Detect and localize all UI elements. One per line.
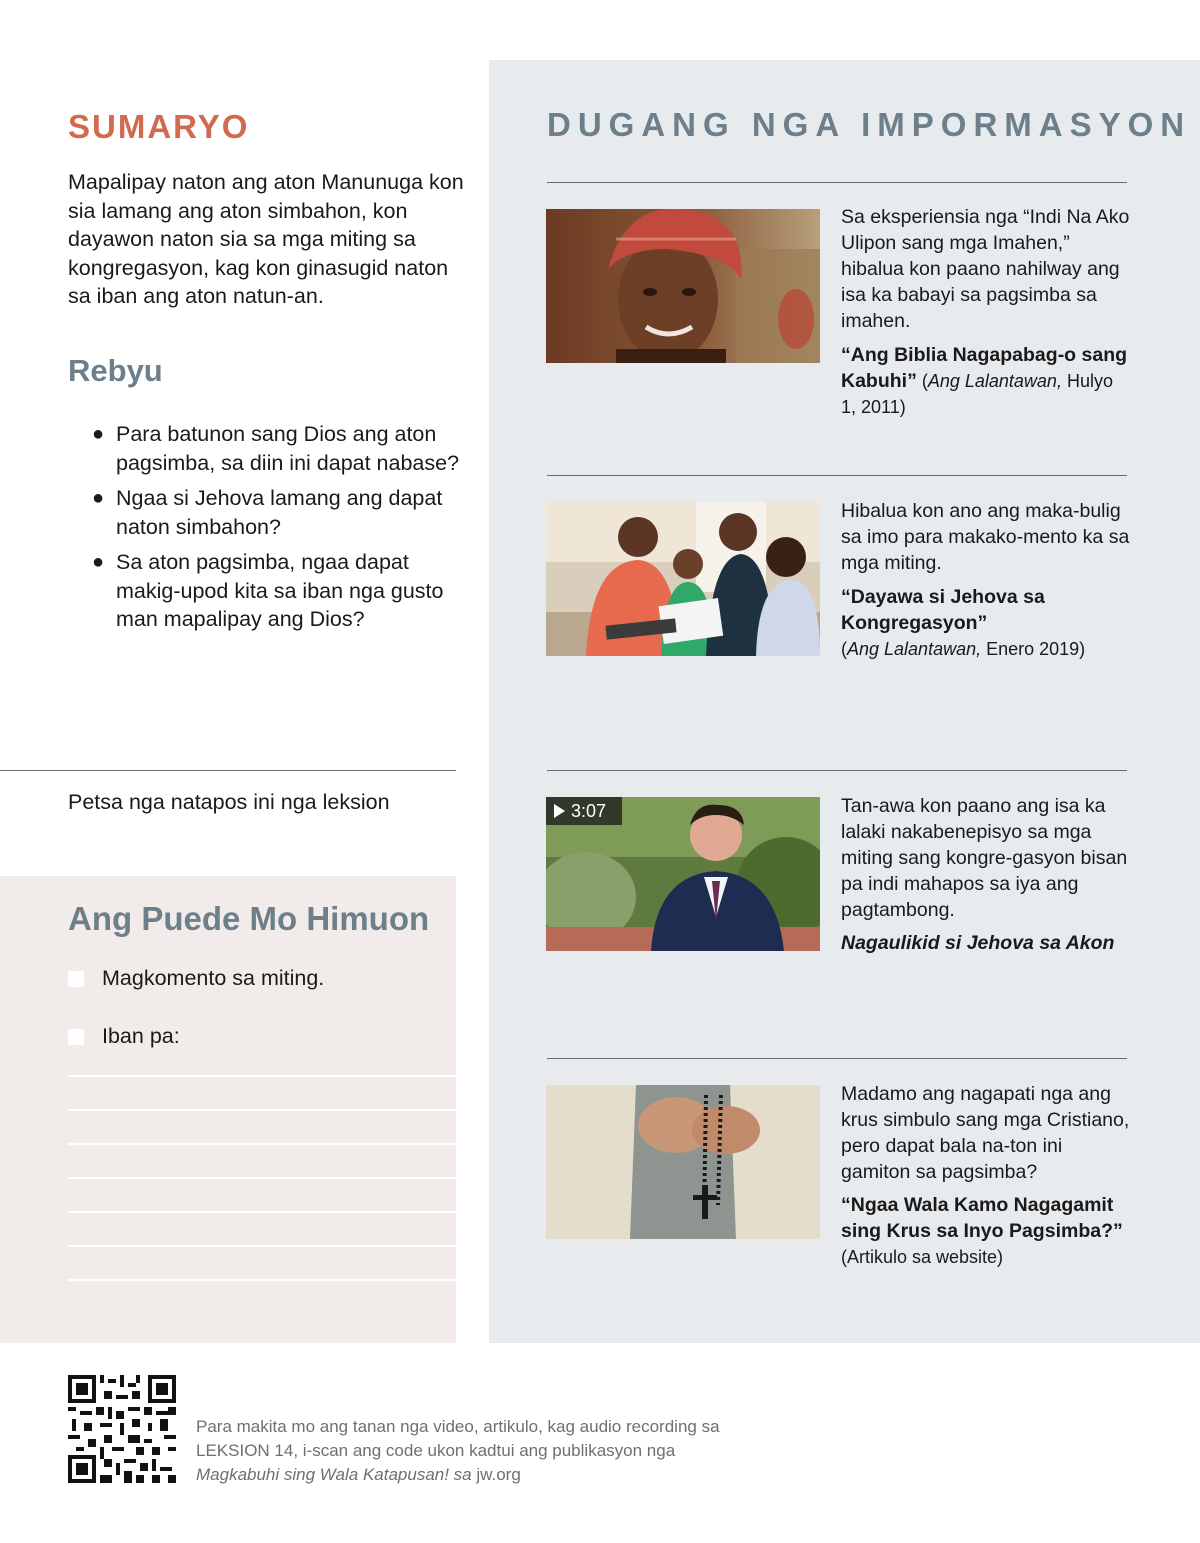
review-title: Rebyu [68,353,163,388]
divider [547,475,1127,476]
item-description: Madamo ang nagapati nga ang krus simbulo sang mga Cristiano, pero dapat bala na-ton ini gamiton sa pagsimba? [841,1083,1130,1183]
more-info-title: DUGANG NGA IMPORMASYON [547,106,1192,143]
item-description: Hibalua kon ano ang maka-bulig sa imo para makako-mento ka sa mga miting. [841,500,1130,574]
divider [547,1058,1127,1059]
video-duration-badge[interactable]: 3:07 [546,797,622,825]
write-in-line[interactable] [68,1143,456,1145]
article-title[interactable]: “Dayawa si Jehova sa Kongregasyon” [841,586,1045,634]
review-list [90,420,460,641]
write-in-line[interactable] [68,1075,456,1077]
summary-text: Mapalipay naton ang aton Manunuga kon sia lamang ang aton simbahon, kon dayawon naton sia sa mga miting sa kongregasyon, kag kon ginasugid naton sa iban ang aton natun-an. [68,170,464,308]
review-item: ● Ngaa si Jehova lamang ang dapat naton simbahon? [92,486,443,539]
bullet-icon: ● [92,423,105,445]
article-title[interactable]: “Ngaa Wala Kamo Nagagamit sing Krus sa Inyo Pagsimba?” [841,1194,1123,1242]
bullet-icon: ● [92,487,105,509]
item-description: Sa eksperiensia nga “Indi Na Ako Ulipon sang mga Imahen,” hibalua kon paano nahilway ang isa ka babayi sa pagsimba sa imahen. [841,206,1130,332]
divider [547,770,1127,771]
review-item: ● Sa aton pagsimba, ngaa dapat makig-upod kita sa iban nga gusto man mapalipay ang Dios? [92,550,444,631]
write-in-line[interactable] [68,1211,456,1213]
write-in-line[interactable] [68,1177,456,1179]
item-reference[interactable] [841,930,1131,956]
play-icon[interactable] [554,804,565,818]
divider [547,182,1127,183]
action-title: Ang Puede Mo Himuon [68,900,430,937]
checkbox[interactable] [68,1029,84,1045]
item-reference[interactable]: “Ngaa Wala Kamo Nagagamit sing Krus sa Inyo Pagsimba?” (Artikulo sa website) [841,1194,1123,1267]
write-in-line[interactable] [68,1279,456,1281]
smiling-woman-image[interactable] [546,209,820,363]
item-reference[interactable]: “Dayawa si Jehova sa Kongregasyon” (Ang Lalantawan, Enero 2019) [841,586,1086,659]
action-option-other[interactable]: Iban pa: [68,1024,180,1049]
family-study-image[interactable] [546,502,820,656]
write-in-line[interactable] [68,1109,456,1111]
completion-date-label: Petsa nga natapos ini nga leksion [68,790,390,814]
summary-title: SUMARYO [68,108,250,145]
video-title[interactable]: Nagaulikid si Jehova sa Akon [841,932,1115,954]
bullet-icon: ● [92,551,105,573]
qr-code-icon[interactable] [68,1375,176,1483]
rosary-cross-image[interactable] [546,1085,820,1239]
item-reference[interactable]: “Ang Biblia Nagapabag-o sang Kabuhi” (Ang Lalantawan, Hulyo 1, 2011) [841,344,1128,417]
jw-org-link[interactable]: jw.org [471,1465,521,1484]
divider [0,770,456,771]
footer-note: Para makita mo ang tanan nga video, artikulo, kag audio recording sa LEKSION 14, i-scan ang code ukon kadtui ang publikasyon nga Magkabuhi sing Wala Katapusan! sa jw.org [196,1417,720,1484]
item-description: Tan-awa kon paano ang isa ka lalaki nakabenepisyo sa mga miting sang kongre-gasyon bisan pa indi mahapos sa iya ang pagtambong. [841,795,1128,921]
action-option-comment[interactable]: Magkomento sa miting. [68,966,324,991]
write-in-line[interactable] [68,1245,456,1247]
checkbox[interactable] [68,971,84,987]
review-item: ● Para batunon sang Dios ang aton pagsimba, sa diin ini dapat nabase? [92,422,460,475]
article-title[interactable]: “Ang Biblia Nagapabag-o sang Kabuhi” [841,344,1128,392]
